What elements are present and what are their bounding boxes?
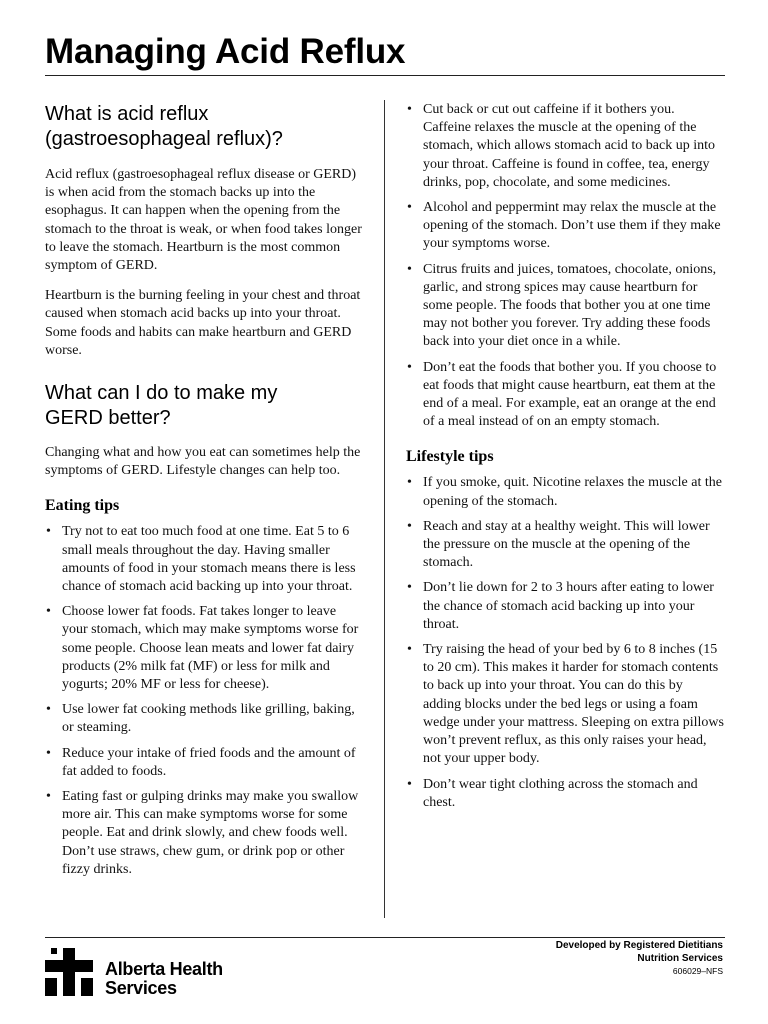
subheading-eating-tips: Eating tips (45, 497, 120, 515)
heading-line: GERD better? (45, 407, 171, 430)
list-item: • Don’t wear tight clothing across the stomach and chest. (406, 776, 724, 812)
list-item: • Reduce your intake of fried foods and the amount of fat added to foods. (45, 745, 365, 781)
list-item: • Cut back or cut out caffeine if it bothers you. Caffeine relaxes the muscle at the opening of the stomach, which allows stomach acid to back up into your throat. Caffeine is found in coffee, tea, energy drinks, pop, chocolate, and some medicines. (406, 101, 724, 192)
right-column (406, 101, 724, 812)
paragraph-changing-habits: Changing what and how you eat can sometimes help the symptoms of GERD. Lifestyle changes can help too. (45, 445, 361, 479)
subheading-lifestyle-tips: Lifestyle tips (406, 448, 494, 466)
list-item: • Try raising the head of your bed by 6 to 8 inches (15 to 20 cm). This makes it harder for stomach contents to back up into your throat. You can do this by adding blocks under the bed legs or using a foam wedge under your mattress. Sleeping on extra pillows won’t prevent reflux, as this only raises your head, not your upper body. (406, 641, 724, 768)
lifestyle-tips-list (406, 474, 724, 811)
list-item: • Reach and stay at a healthy weight. This will lower the pressure on the muscle at the opening of the stomach. (406, 518, 724, 573)
title-rule (45, 75, 725, 76)
left-column (45, 102, 365, 879)
logo-wordmark (105, 960, 223, 998)
list-item: • Try not to eat too much food at one time. Eat 5 to 6 small meals throughout the day. Having smaller amounts of food in your stomach means there is less chance of stomach acid backing up into your throat. (45, 523, 365, 596)
list-item: • Choose lower fat foods. Fat takes longer to leave your stomach, which may make symptoms worse for some people. Choose lean meats and lower fat dairy products (2% milk fat (MF) or less for milk and yogurts; 20% MF or less for cheese). (45, 603, 365, 694)
heading-line: (gastroesophageal reflux)? (45, 128, 283, 150)
heading-line: What is acid reflux (45, 103, 209, 125)
paragraph-gerd-definition: Acid reflux (gastroesophageal reflux disease or GERD) is when acid from the stomach backs up into the esophagus. It can happen when the opening from the stomach to the throat is weak, or when food takes longer to leave the stomach. Heartburn is the most common symptom of GERD. (45, 167, 362, 274)
list-item: • Don’t eat the foods that bother you. If you choose to eat foods that might cause heartburn, eat them at the end of a meal. For example, eat an orange at the end of a meal instead of on an empty stomach. (406, 359, 724, 432)
list-item: • Don’t lie down for 2 to 3 hours after eating to lower the chance of stomach acid backing up into your throat. (406, 579, 724, 634)
logo-text-line: Services (105, 978, 177, 998)
logo-text-line: Alberta Health (105, 959, 223, 979)
eating-tips-list (45, 523, 365, 879)
eating-tips-list-continued (406, 101, 724, 431)
list-item: • Citrus fruits and juices, tomatoes, chocolate, onions, garlic, and strong spices may cause heartburn for some people. The foods that bother you at one time may not bother you forever. Try adding these foods back into your diet once in a while. (406, 261, 724, 352)
section-heading-make-gerd-better (45, 381, 365, 431)
list-item: • Eating fast or gulping drinks may make you swallow more air. This can make symptoms worse for some people. Eat and drink slowly, and chew foods well. Don’t use straws, chew gum, or drink pop or other fizzy drinks. (45, 788, 365, 879)
list-item: • Use lower fat cooking methods like grilling, baking, or steaming. (45, 701, 365, 737)
heading-line: What can I do to make my (45, 382, 278, 405)
document-code: 606029–NFS (672, 966, 723, 976)
footer-credits (556, 940, 723, 978)
list-item: • If you smoke, quit. Nicotine relaxes the muscle at the opening of the stomach. (406, 474, 724, 510)
paragraph-heartburn: Heartburn is the burning feeling in your chest and throat caused when stomach acid backs up into your throat. Some foods and habits can make heartburn and GERD worse. (45, 288, 361, 358)
list-item: • Alcohol and peppermint may relax the muscle at the opening of the stomach. Don’t use them if they make your symptoms worse. (406, 199, 724, 254)
page-title: Managing Acid Reflux (45, 32, 406, 71)
footer-rule (45, 937, 725, 938)
credit-line: Nutrition Services (637, 952, 723, 964)
section-heading-what-is-acid-reflux (45, 102, 365, 152)
column-divider (384, 100, 385, 918)
alberta-health-services-logo-icon (45, 948, 93, 996)
credit-line: Developed by Registered Dietitians (555, 940, 723, 951)
